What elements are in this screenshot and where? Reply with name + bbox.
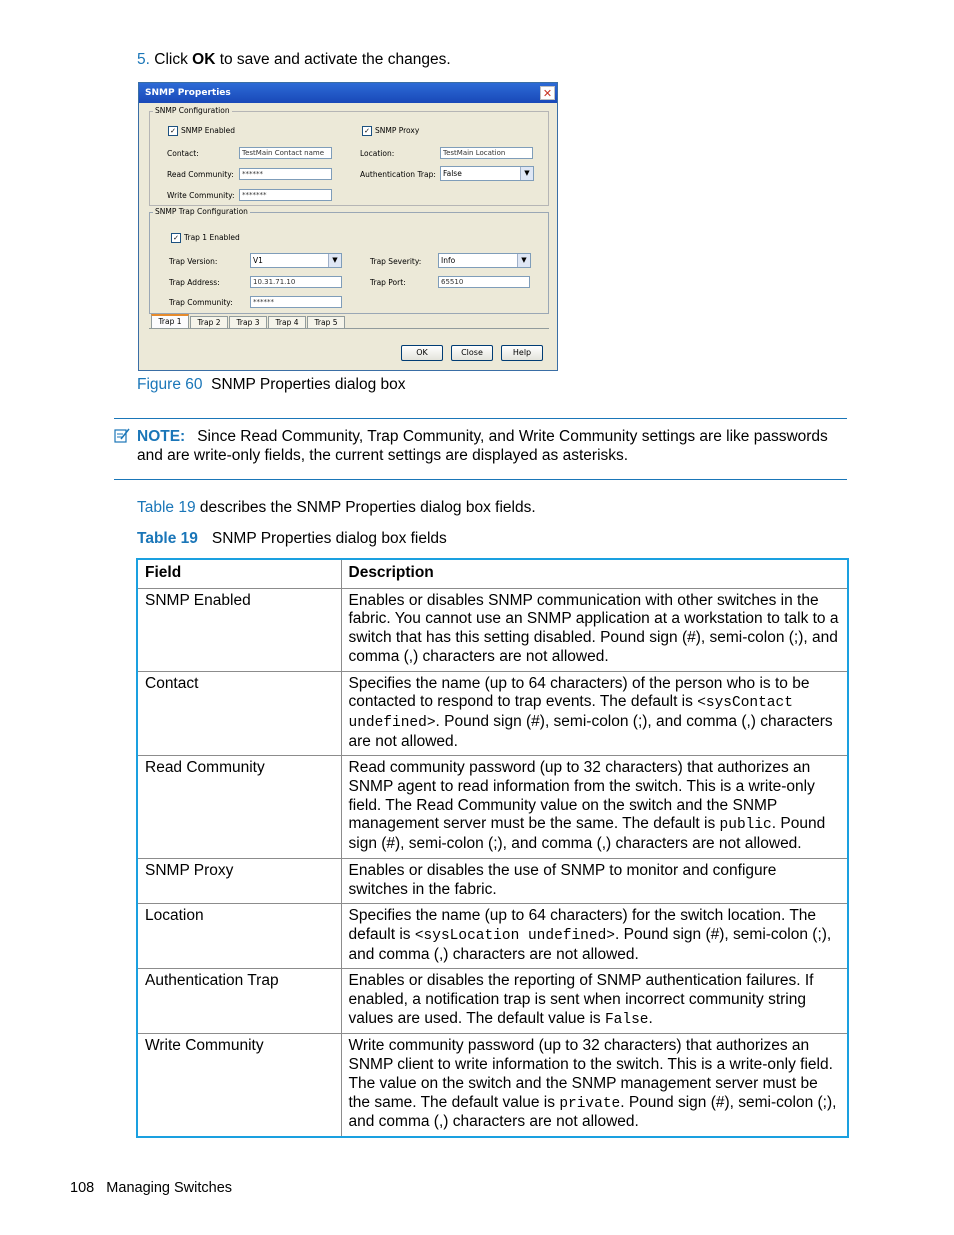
table-row — [137, 858, 848, 903]
chevron-down-icon[interactable]: ▼ — [328, 254, 341, 267]
note-label: NOTE: — [137, 428, 186, 445]
tab-trap-4[interactable]: Trap 4 — [268, 316, 306, 328]
location-label: Location: — [360, 149, 395, 158]
group-title: SNMP Trap Configuration — [155, 207, 248, 216]
field-name-cell: Authentication Trap — [137, 969, 341, 1034]
description-text: Specifies the name (up to 64 characters) for the switch location. The default is — [348, 907, 817, 943]
description-text: . Pound sign (#), semi-colon (;), and comma (,) characters are not allowed. — [348, 815, 826, 853]
trap-version-select[interactable] — [250, 253, 342, 268]
trap-port-label: Trap Port: — [370, 278, 406, 287]
description-text: Specifies the name (up to 64 characters) of the person who is to be contacted to respond to trap events. The default is — [348, 674, 810, 711]
write-community-label: Write Community: — [167, 191, 235, 200]
tab-baseline — [149, 328, 549, 329]
snmp-fields-table — [136, 558, 849, 1138]
trap-version-label: Trap Version: — [169, 257, 218, 266]
table-row — [137, 588, 848, 671]
field-name-cell: Location — [137, 904, 341, 969]
note-text: Since Read Community, Trap Community, and Write Community settings are like passwords and are write-only fields, the current settings are displayed as asterisks. — [137, 428, 828, 464]
group-title: SNMP Configuration — [155, 106, 230, 115]
table-caption — [137, 530, 447, 548]
description-text: Enables or disables SNMP communication with other switches in the fabric. You cannot use an SNMP application at a workstation to talk to a switch that has this setting disabled. Pound sign (#), semi-colon (;), and comma (,) characters are not allowed. — [348, 591, 839, 665]
description-text: Read community password (up to 32 characters) that authorizes an SNMP agent to read information from the switch. This is a write-only field. The Read Community value on the switch and the SNMP management server must be the same. The default is — [348, 759, 815, 833]
dialog-title: SNMP Properties — [145, 88, 231, 98]
checkbox-label: Trap 1 Enabled — [184, 233, 240, 242]
header-field: Field — [137, 559, 341, 588]
field-name-cell: Write Community — [137, 1034, 341, 1137]
figure-caption — [137, 376, 406, 394]
table-title: SNMP Properties dialog box fields — [211, 530, 447, 547]
checkmark-icon: ✓ — [171, 233, 181, 243]
description-cell — [341, 858, 848, 903]
write-community-input[interactable]: ******* — [239, 189, 332, 201]
page-number: 108 — [70, 1180, 95, 1196]
step-instruction — [137, 51, 451, 69]
chevron-down-icon[interactable]: ▼ — [520, 167, 533, 180]
close-icon[interactable]: ✕ — [540, 86, 555, 100]
description-cell — [341, 588, 848, 671]
tab-trap-5[interactable]: Trap 5 — [307, 316, 345, 328]
location-input[interactable]: TestMain Location — [440, 147, 533, 159]
step-number: 5. — [137, 51, 150, 68]
snmp-trap-configuration-group — [149, 207, 549, 314]
description-text: Enables or disables the use of SNMP to monitor and configure switches in the fabric. — [348, 861, 777, 898]
trap-address-input[interactable]: 10.31.71.10 — [250, 276, 342, 288]
intro-text: describes the SNMP Properties dialog box fields. — [195, 499, 536, 516]
description-text: Enables or disables the reporting of SNMP authentication failures. If enabled, a notification trap is sent when incorrect community string values are used. The default value is — [348, 972, 814, 1027]
snmp-proxy-checkbox[interactable] — [362, 126, 419, 136]
table-row — [137, 1034, 848, 1137]
description-text: Write community password (up to 32 characters) that authorizes an SNMP client to write information to the switch. This is a write-only field. The value on the switch and the SNMP management server must be the same. The default value is — [348, 1037, 833, 1111]
trap1-enabled-checkbox[interactable] — [171, 233, 240, 243]
trap-community-input[interactable]: ****** — [250, 296, 342, 308]
field-name-cell: SNMP Proxy — [137, 858, 341, 903]
figure-title: SNMP Properties dialog box — [211, 376, 406, 393]
read-community-label: Read Community: — [167, 170, 234, 179]
section-name: Managing Switches — [106, 1180, 233, 1196]
trap-severity-value: Info — [441, 256, 456, 265]
default-value-code: public — [719, 817, 772, 834]
auth-trap-value: False — [443, 169, 462, 178]
table-header-row — [137, 559, 848, 588]
trap-severity-label: Trap Severity: — [370, 257, 422, 266]
default-value-code: <sysContact undefined> — [348, 695, 793, 731]
page-footer — [70, 1180, 232, 1196]
description-text: . — [648, 1009, 653, 1027]
table-row — [137, 904, 848, 969]
trap-port-input[interactable]: 65510 — [438, 276, 530, 288]
header-description: Description — [341, 559, 848, 588]
tab-trap-1[interactable]: Trap 1 — [151, 314, 189, 328]
contact-input[interactable]: TestMain Contact name — [239, 147, 332, 159]
table-row — [137, 969, 848, 1034]
description-cell — [341, 969, 848, 1034]
checkmark-icon: ✓ — [168, 126, 178, 136]
note-pencil-icon — [114, 427, 131, 444]
tab-trap-3[interactable]: Trap 3 — [229, 316, 267, 328]
table-row — [137, 671, 848, 756]
trap-community-label: Trap Community: — [169, 298, 233, 307]
divider — [114, 418, 847, 419]
auth-trap-label: Authentication Trap: — [360, 170, 436, 179]
step-text-before: Click — [154, 51, 193, 68]
help-button[interactable]: Help — [501, 345, 543, 361]
description-cell — [341, 756, 848, 859]
checkbox-label: SNMP Proxy — [375, 126, 420, 135]
description-text: . Pound sign (#), semi-colon (;), and comma (,) characters are not allowed. — [348, 712, 833, 750]
table-link[interactable]: Table 19 — [137, 499, 196, 516]
field-name-cell: Read Community — [137, 756, 341, 859]
default-value-code: private — [559, 1095, 621, 1112]
field-name-cell: SNMP Enabled — [137, 588, 341, 671]
note-block — [137, 427, 849, 465]
trap-address-label: Trap Address: — [169, 278, 220, 287]
checkbox-label: SNMP Enabled — [181, 126, 236, 135]
snmp-configuration-group — [149, 106, 549, 206]
tab-trap-2[interactable]: Trap 2 — [190, 316, 228, 328]
divider — [114, 479, 847, 480]
checkmark-icon: ✓ — [362, 126, 372, 136]
default-value-code: <sysLocation undefined> — [414, 927, 615, 944]
dialog-title-bar — [139, 83, 557, 103]
ok-button[interactable]: OK — [401, 345, 443, 361]
description-cell — [341, 904, 848, 969]
snmp-enabled-checkbox[interactable] — [168, 126, 235, 136]
default-value-code: False — [604, 1011, 649, 1028]
contact-label: Contact: — [167, 149, 199, 158]
auth-trap-select[interactable] — [440, 166, 534, 181]
description-cell — [341, 671, 848, 756]
trap-severity-select[interactable] — [438, 253, 531, 268]
description-cell — [341, 1034, 848, 1137]
step-text-after: to save and activate the changes. — [215, 51, 451, 68]
close-button[interactable]: Close — [451, 345, 493, 361]
snmp-properties-dialog — [138, 82, 558, 371]
table-row — [137, 756, 848, 859]
chevron-down-icon[interactable]: ▼ — [517, 254, 530, 267]
figure-number: Figure 60 — [137, 376, 203, 393]
read-community-input[interactable]: ****** — [239, 168, 332, 180]
trap-version-value: V1 — [253, 256, 263, 265]
table-number: Table 19 — [137, 530, 198, 547]
description-text: . Pound sign (#), semi-colon (;), and comma (,) characters are not allowed. — [348, 1093, 837, 1131]
step-ok-bold: OK — [192, 51, 216, 68]
table-intro — [137, 499, 536, 517]
description-text: . Pound sign (#), semi-colon (;), and comma (,) characters are not allowed. — [348, 925, 832, 963]
field-name-cell: Contact — [137, 671, 341, 756]
